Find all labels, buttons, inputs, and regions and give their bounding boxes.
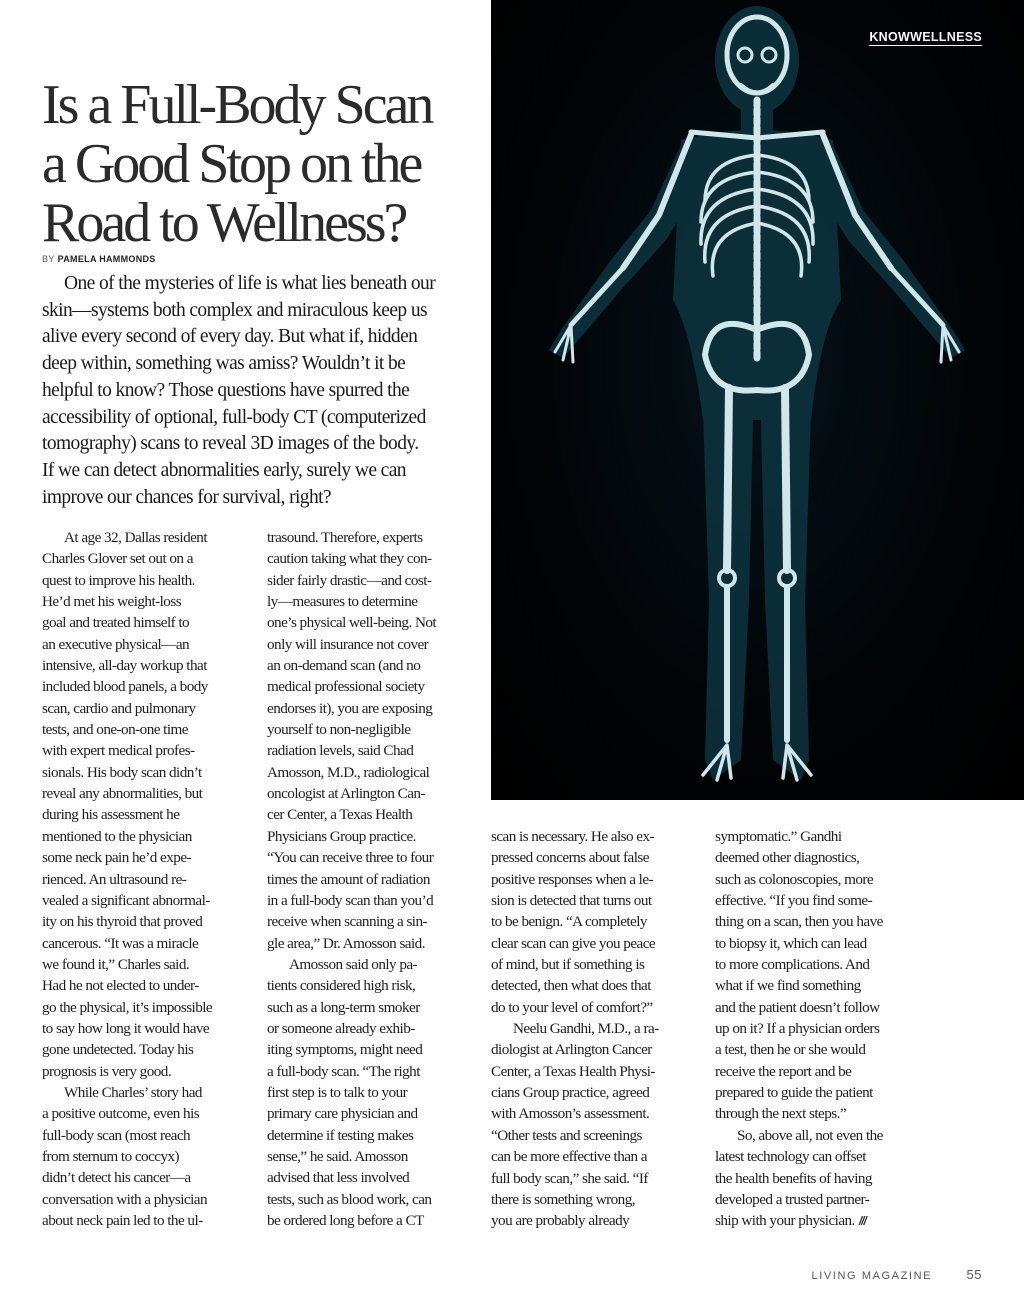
- intro-paragraph: [42, 271, 474, 511]
- column-line: can be more effective than a: [491, 1148, 647, 1166]
- column-line: vealed a significant abnormal-: [42, 891, 210, 909]
- column-line: full body scan,” she said. “If: [491, 1169, 648, 1187]
- column-line: Charles Glover set out on a: [42, 550, 193, 568]
- column-line: reveal any abnormalities, but: [42, 785, 203, 803]
- byline-author: PAMELA HAMMONDS: [57, 254, 156, 264]
- intro-line: deep within, something was amiss? Wouldn’t it be: [42, 353, 406, 375]
- column-line: the health benefits of having: [715, 1169, 872, 1187]
- body-column-2: [267, 527, 482, 1231]
- column-line: tests, such as blood work, can: [267, 1190, 432, 1208]
- column-line: or someone already exhib-: [267, 1019, 415, 1037]
- column-line: So, above all, not even the: [737, 1126, 883, 1144]
- column-line: determine if testing makes: [267, 1126, 414, 1144]
- column-line: go the physical, it’s impossible: [42, 998, 213, 1016]
- headline-line: Is a Full-Body Scan: [42, 74, 432, 136]
- column-line: He’d met his weight-loss: [42, 593, 182, 611]
- page-number: 55: [966, 1267, 982, 1282]
- column-line: through the next steps.”: [715, 1105, 847, 1123]
- column-line: an executive physical—an: [42, 635, 190, 653]
- body-column-3: [491, 826, 706, 1232]
- column-line: primary care physician and: [267, 1105, 418, 1123]
- intro-line: alive every second of every day. But what if, hidden: [42, 326, 418, 348]
- column-line: with Amosson’s assessment.: [491, 1105, 650, 1123]
- body-column-4: [715, 826, 930, 1233]
- intro-line: improve our chances for survival, right?: [42, 486, 331, 508]
- headline-line: a Good Stop on the: [42, 133, 421, 195]
- column-line: to more complications. And: [715, 956, 870, 974]
- column-line: only will insurance not cover: [267, 635, 429, 653]
- section-tag-bold: KNOW: [869, 30, 911, 44]
- column-line: to say how long it would have: [42, 1019, 210, 1037]
- column-line: tests, and one-on-one time: [42, 721, 188, 739]
- column-line: a positive outcome, even his: [42, 1105, 200, 1123]
- column-line: clear scan can give you peace: [491, 934, 656, 952]
- column-line: iting symptoms, might need: [267, 1041, 423, 1059]
- column-line: tients considered high risk,: [267, 977, 416, 995]
- column-line: conversation with a physician: [42, 1190, 207, 1208]
- column-line: you are probably already: [491, 1212, 630, 1230]
- column-line: intensive, all-day workup that: [42, 657, 207, 675]
- column-line: during his assessment he: [42, 806, 180, 824]
- column-line: oncologist at Arlington Can-: [267, 785, 425, 803]
- body-column-1: [42, 527, 257, 1231]
- byline-prefix: BY: [42, 254, 55, 264]
- column-line: cians Group practice, agreed: [491, 1084, 650, 1102]
- column-line: with expert medical profes-: [42, 742, 195, 760]
- column-line: cer Center, a Texas Health: [267, 806, 413, 824]
- column-line: sionals. His body scan didn’t: [42, 763, 202, 781]
- column-line: cancerous. “It was a miracle: [42, 934, 199, 952]
- column-line: Physicians Group practice.: [267, 827, 416, 845]
- column-line: symptomatic.” Gandhi: [715, 828, 842, 845]
- column-line: there is something wrong,: [491, 1190, 636, 1208]
- column-line: times the amount of radiation: [267, 870, 430, 888]
- section-tag-rest: WELLNESS: [910, 30, 982, 44]
- column-line: about neck pain led to the ul-: [42, 1212, 203, 1229]
- column-line: gle area,” Dr. Amosson said.: [267, 934, 425, 952]
- column-line: included blood panels, a body: [42, 678, 208, 696]
- column-line: pressed concerns about false: [491, 849, 649, 867]
- magazine-name: LIVING MAGAZINE: [811, 1270, 933, 1282]
- column-line: gone undetected. Today his: [42, 1041, 194, 1059]
- column-line: thing on a scan, then you have: [715, 913, 883, 931]
- column-line: endorses it), you are exposing: [267, 699, 433, 717]
- end-mark-icon: ///: [858, 1214, 866, 1229]
- column-line: be ordered long before a CT: [267, 1212, 424, 1229]
- skeleton-xray-illustration: [491, 0, 1024, 800]
- byline: [42, 254, 156, 264]
- intro-line: accessibility of optional, full-body CT (computerized: [42, 406, 426, 428]
- column-line: rienced. An ultrasound re-: [42, 870, 187, 888]
- column-line: in a full-body scan than you’d: [267, 891, 434, 909]
- column-line: an on-demand scan (and no: [267, 657, 421, 675]
- column-line: Had he not elected to under-: [42, 977, 199, 995]
- column-line: At age 32, Dallas resident: [64, 529, 208, 546]
- column-line: “You can receive three to four: [267, 849, 434, 867]
- column-line: we found it,” Charles said.: [42, 955, 190, 973]
- headline-line: Road to Wellness?: [42, 192, 406, 254]
- column-line: Center, a Texas Health Physi-: [491, 1062, 655, 1080]
- column-line: to be benign. “A completely: [491, 913, 647, 931]
- column-line: [715, 1210, 930, 1232]
- column-line: Neelu Gandhi, M.D., a ra-: [513, 1020, 659, 1038]
- column-line-text: ship with your physician.: [715, 1212, 855, 1230]
- intro-line: skin—systems both complex and miraculous keep us: [42, 299, 427, 321]
- column-line: a test, then he or she would: [715, 1041, 866, 1059]
- section-tag: [869, 30, 982, 46]
- column-line: sense,” he said. Amosson: [267, 1147, 408, 1165]
- column-line: “Other tests and screenings: [491, 1126, 642, 1144]
- column-line: sion is detected that turns out: [491, 892, 652, 910]
- column-line: detected, then what does that: [491, 977, 651, 995]
- column-line: goal and treated himself to: [42, 614, 190, 632]
- column-line: latest technology can offset: [715, 1148, 866, 1166]
- page-footer: [812, 1266, 983, 1284]
- column-line: didn’t detect his cancer—a: [42, 1169, 191, 1187]
- column-line: to biopsy it, which can lead: [715, 934, 867, 952]
- column-line: such as a long-term smoker: [267, 998, 420, 1016]
- skeleton-xray-image: [491, 0, 1024, 800]
- column-line: trasound. Therefore, experts: [267, 529, 423, 546]
- column-line: mentioned to the physician: [42, 827, 192, 845]
- column-line: sider fairly drastic—and cost-: [267, 571, 432, 589]
- intro-line: If we can detect abnormalities early, surely we can: [42, 459, 406, 481]
- column-line: Amosson said only pa-: [289, 955, 418, 973]
- column-line: scan is necessary. He also ex-: [491, 828, 655, 845]
- column-line: radiation levels, said Chad: [267, 742, 414, 760]
- intro-line: helpful to know? Those questions have spurred the: [42, 379, 410, 401]
- column-line: scan, cardio and pulmonary: [42, 699, 196, 717]
- column-line: some neck pain he’d expe-: [42, 849, 192, 867]
- column-line: prepared to guide the patient: [715, 1084, 873, 1102]
- column-line: full-body scan (most reach: [42, 1126, 191, 1144]
- column-line: one’s physical well-being. Not: [267, 614, 437, 632]
- column-line: receive the report and be: [715, 1062, 852, 1080]
- column-line: and the patient doesn’t follow: [715, 998, 880, 1016]
- column-line: effective. “If you find some-: [715, 892, 873, 910]
- column-line: a full-body scan. “The right: [267, 1062, 420, 1080]
- column-line: do to your level of comfort?”: [491, 998, 653, 1016]
- column-line: ity on his thyroid that proved: [42, 913, 203, 931]
- column-line: from sternum to coccyx): [42, 1147, 180, 1165]
- column-line: deemed other diagnostics,: [715, 849, 860, 867]
- column-line: such as colonoscopies, more: [715, 870, 874, 888]
- column-line: prognosis is very good.: [42, 1062, 172, 1080]
- column-line: yourself to non-negligible: [267, 721, 411, 739]
- column-line: receive when scanning a sin-: [267, 913, 428, 931]
- column-line: diologist at Arlington Cancer: [491, 1041, 652, 1059]
- column-line: medical professional society: [267, 678, 425, 696]
- column-line: advised that less involved: [267, 1169, 410, 1187]
- column-line: first step is to talk to your: [267, 1083, 408, 1101]
- column-line: ly—measures to determine: [267, 593, 418, 611]
- column-line: of mind, but if something is: [491, 956, 645, 974]
- intro-line: One of the mysteries of life is what lies beneath our: [64, 273, 436, 294]
- column-line: While Charles’ story had: [64, 1083, 202, 1101]
- column-line: up on it? If a physician orders: [715, 1020, 880, 1038]
- intro-line: tomography) scans to reveal 3D images of the body.: [42, 433, 419, 455]
- column-line: Amosson, M.D., radiological: [267, 763, 430, 781]
- column-line: what if we find something: [715, 977, 861, 995]
- column-line: developed a trusted partner-: [715, 1190, 870, 1208]
- column-line: quest to improve his health.: [42, 571, 195, 589]
- headline: [42, 76, 482, 253]
- column-line: positive responses when a le-: [491, 870, 654, 888]
- column-line: caution taking what they con-: [267, 550, 432, 568]
